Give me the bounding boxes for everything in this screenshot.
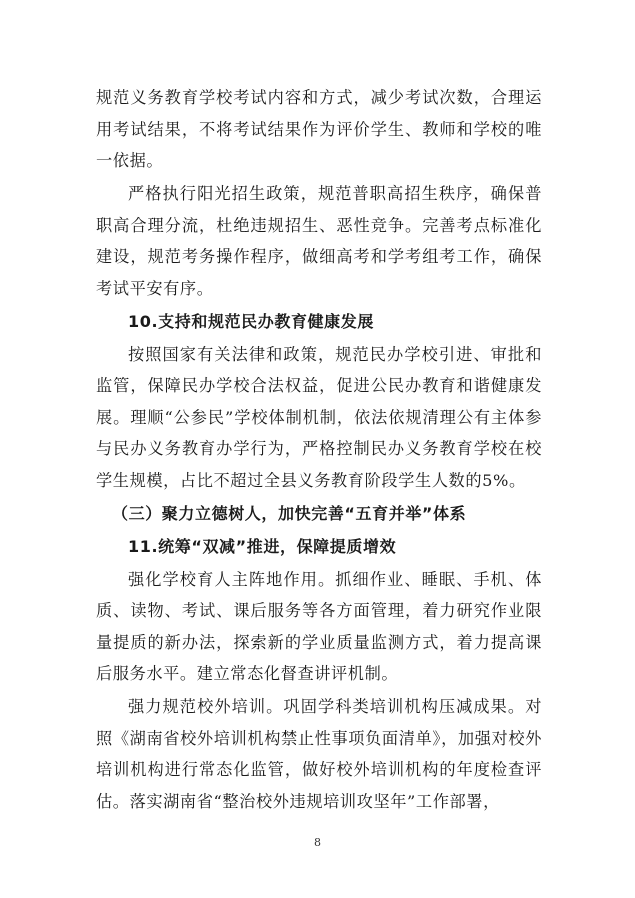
paragraph-admission-policy: 严格执行阳光招生政策，规范普职高招生秩序，确保普职高合理分流，杜绝违规招生、恶性竞争。完善考点标准化建设，规范考务操作程序，做细高考和学考组考工作，确保考试平安有序。 bbox=[96, 184, 542, 298]
section-heading-11: 11.统筹“双减”推进，保障提质增效 bbox=[128, 536, 397, 556]
chapter-heading-3: （三）聚力立德树人，加快完善“五育并举”体系 bbox=[112, 503, 467, 523]
paragraph-off-campus-training: 强力规范校外培训。巩固学科类培训机构压减成果。对照《湖南省校外培训机构禁止性事项负面清单》，加强对校外培训机构进行常态化监管，做好校外培训机构的年度检查评估。落实湖南省“整治校外违规培训攻坚年”工作部署， bbox=[96, 697, 542, 811]
section-heading-10: 10.支持和规范民办教育健康发展 bbox=[128, 311, 374, 331]
page-number: 8 bbox=[314, 836, 321, 849]
paragraph-school-education: 强化学校育人主阵地作用。抓细作业、睡眠、手机、体质、读物、考试、课后服务等各方面管理，着力研究作业限量提质的新办法，探索新的学业质量监测方式，着力提高课后服务水平。建立常态化督查讲评机制。 bbox=[96, 569, 542, 683]
paragraph-private-education: 按照国家有关法律和政策，规范民办学校引进、审批和监管，保障民办学校合法权益，促进公民办教育和谐健康发展。理顺“公参民”学校体制机制，依法依规清理公有主体参与民办义务教育办学行为，严格控制民办义务教育学校在校学生规模，占比不超过全县义务教育阶段学生人数的5%。 bbox=[96, 344, 542, 490]
paragraph-exam-reform: 规范义务教育学校考试内容和方式，减少考试次数，合理运用考试结果，不将考试结果作为评价学生、教师和学校的唯一依据。 bbox=[96, 88, 542, 170]
document-body bbox=[96, 82, 542, 819]
